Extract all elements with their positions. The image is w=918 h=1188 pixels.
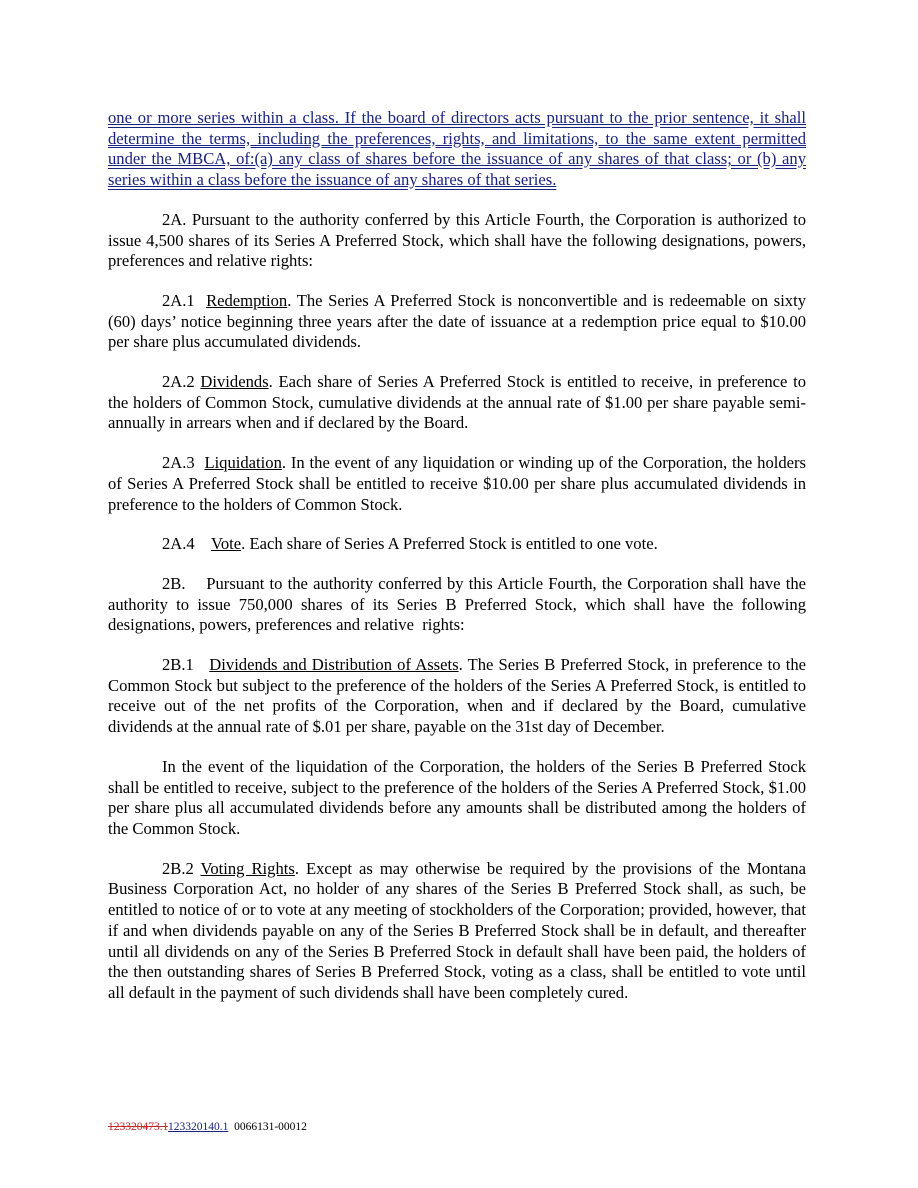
section-heading: Dividends (200, 372, 269, 392)
section-heading: Vote (211, 534, 242, 554)
section-2a1 (108, 291, 806, 353)
section-2a: 2A. Pursuant to the authority conferred by this Article Fourth, the Corporation is authorized to issue 4,500 shares of its Series A Preferred Stock, which shall have the following designations, powers, preferences and relative rights: (108, 209, 806, 271)
inserted-doc-id: 123320140.1 (167, 1121, 229, 1133)
section-number: 2A.3 (162, 453, 195, 473)
section-heading: Dividends and Distribution of Assets (209, 655, 459, 675)
section-heading: Liquidation (204, 453, 282, 473)
section-number: 2A.4 (162, 534, 195, 554)
section-number: 2A.2 (162, 372, 195, 392)
document-page (108, 108, 811, 1023)
section-number: 2A.1 (162, 290, 195, 310)
section-2b1 (108, 655, 806, 738)
revised-paragraph: one or more series within a class. If the board of directors acts pursuant to the prior sentence, it shall determine the terms, including the preferences, rights, and limitations, to the same extent permitted under the MBCA, of:(a) any class of shares before the issuance of any shares of that class; or (b) any series within a class before the issuance of any shares of that series. (108, 108, 806, 190)
doc-number: 0066131-00012 (234, 1121, 307, 1133)
section-2a4 (108, 534, 806, 555)
deleted-doc-id: 123320473.1 (108, 1121, 168, 1133)
section-2b1-liquidation: In the event of the liquidation of the Corporation, the holders of the Series B Preferred Stock shall be entitled to receive, subject to the preference of the holders of the Series A Preferred Stock, $1.00 per share plus all accumulated dividends before any amounts shall be distributed among the holders of the Common Stock. (108, 756, 806, 838)
section-body: . The Series A Preferred Stock is nonconvertible and is redeemable on sixty (60) days’ notice beginning three years after the date of issuance at a redemption price equal to $10.00 per share plus accumulated dividends. (108, 290, 807, 352)
section-body: . Each share of Series A Preferred Stock is entitled to receive, in preference to the holders of Common Stock, cumulative dividends at the annual rate of $1.00 per share payable semi-annually in arrears when and if declared by the Board. (108, 372, 806, 433)
section-body: . Each share of Series A Preferred Stock is entitled to one vote. (241, 534, 658, 554)
section-2b: 2B. Pursuant to the authority conferred by this Article Fourth, the Corporation shall have the authority to issue 750,000 shares of its Series B Preferred Stock, which shall have the following designations, powers, preferences and relative rights: (108, 573, 811, 635)
section-heading: Voting Rights (200, 858, 295, 878)
section-body: . In the event of any liquidation or winding up of the Corporation, the holders of Series A Preferred Stock shall be entitled to receive $10.00 per share plus accumulated dividends in preference to the holders of Common Stock. (108, 453, 806, 514)
section-heading: Redemption (206, 290, 288, 310)
section-2a2 (108, 372, 806, 434)
section-body: . Except as may otherwise be required by the provisions of the Montana Business Corporation Act, no holder of any shares of the Series B Preferred Stock shall, as such, be entitled to notice of or to vote at any meeting of stockholders of the Corporation; provided, however, that if and when dividends payable on any of the Series B Preferred Stock shall be in default, and thereafter until all dividends on any of the Series B Preferred Stock in default shall have been paid, the holders of the then outstanding shares of Series B Preferred Stock, voting as a class, shall be entitled to vote until all default in the payment of such dividends shall have been completely cured. (108, 858, 806, 1002)
document-footer (108, 1120, 307, 1134)
section-number: 2B.2 (162, 858, 194, 878)
section-body: . The Series B Preferred Stock, in preference to the Common Stock but subject to the preference of the holders of the Series A Preferred Stock, is entitled to receive out of the net profits of the Corporation, when and if declared by the Board, cumulative dividends at the annual rate of $.01 per share, payable on the 31st day of December. (108, 655, 807, 737)
section-number: 2B.1 (162, 655, 194, 675)
section-2b2 (108, 859, 806, 1004)
section-2a3 (108, 453, 806, 515)
